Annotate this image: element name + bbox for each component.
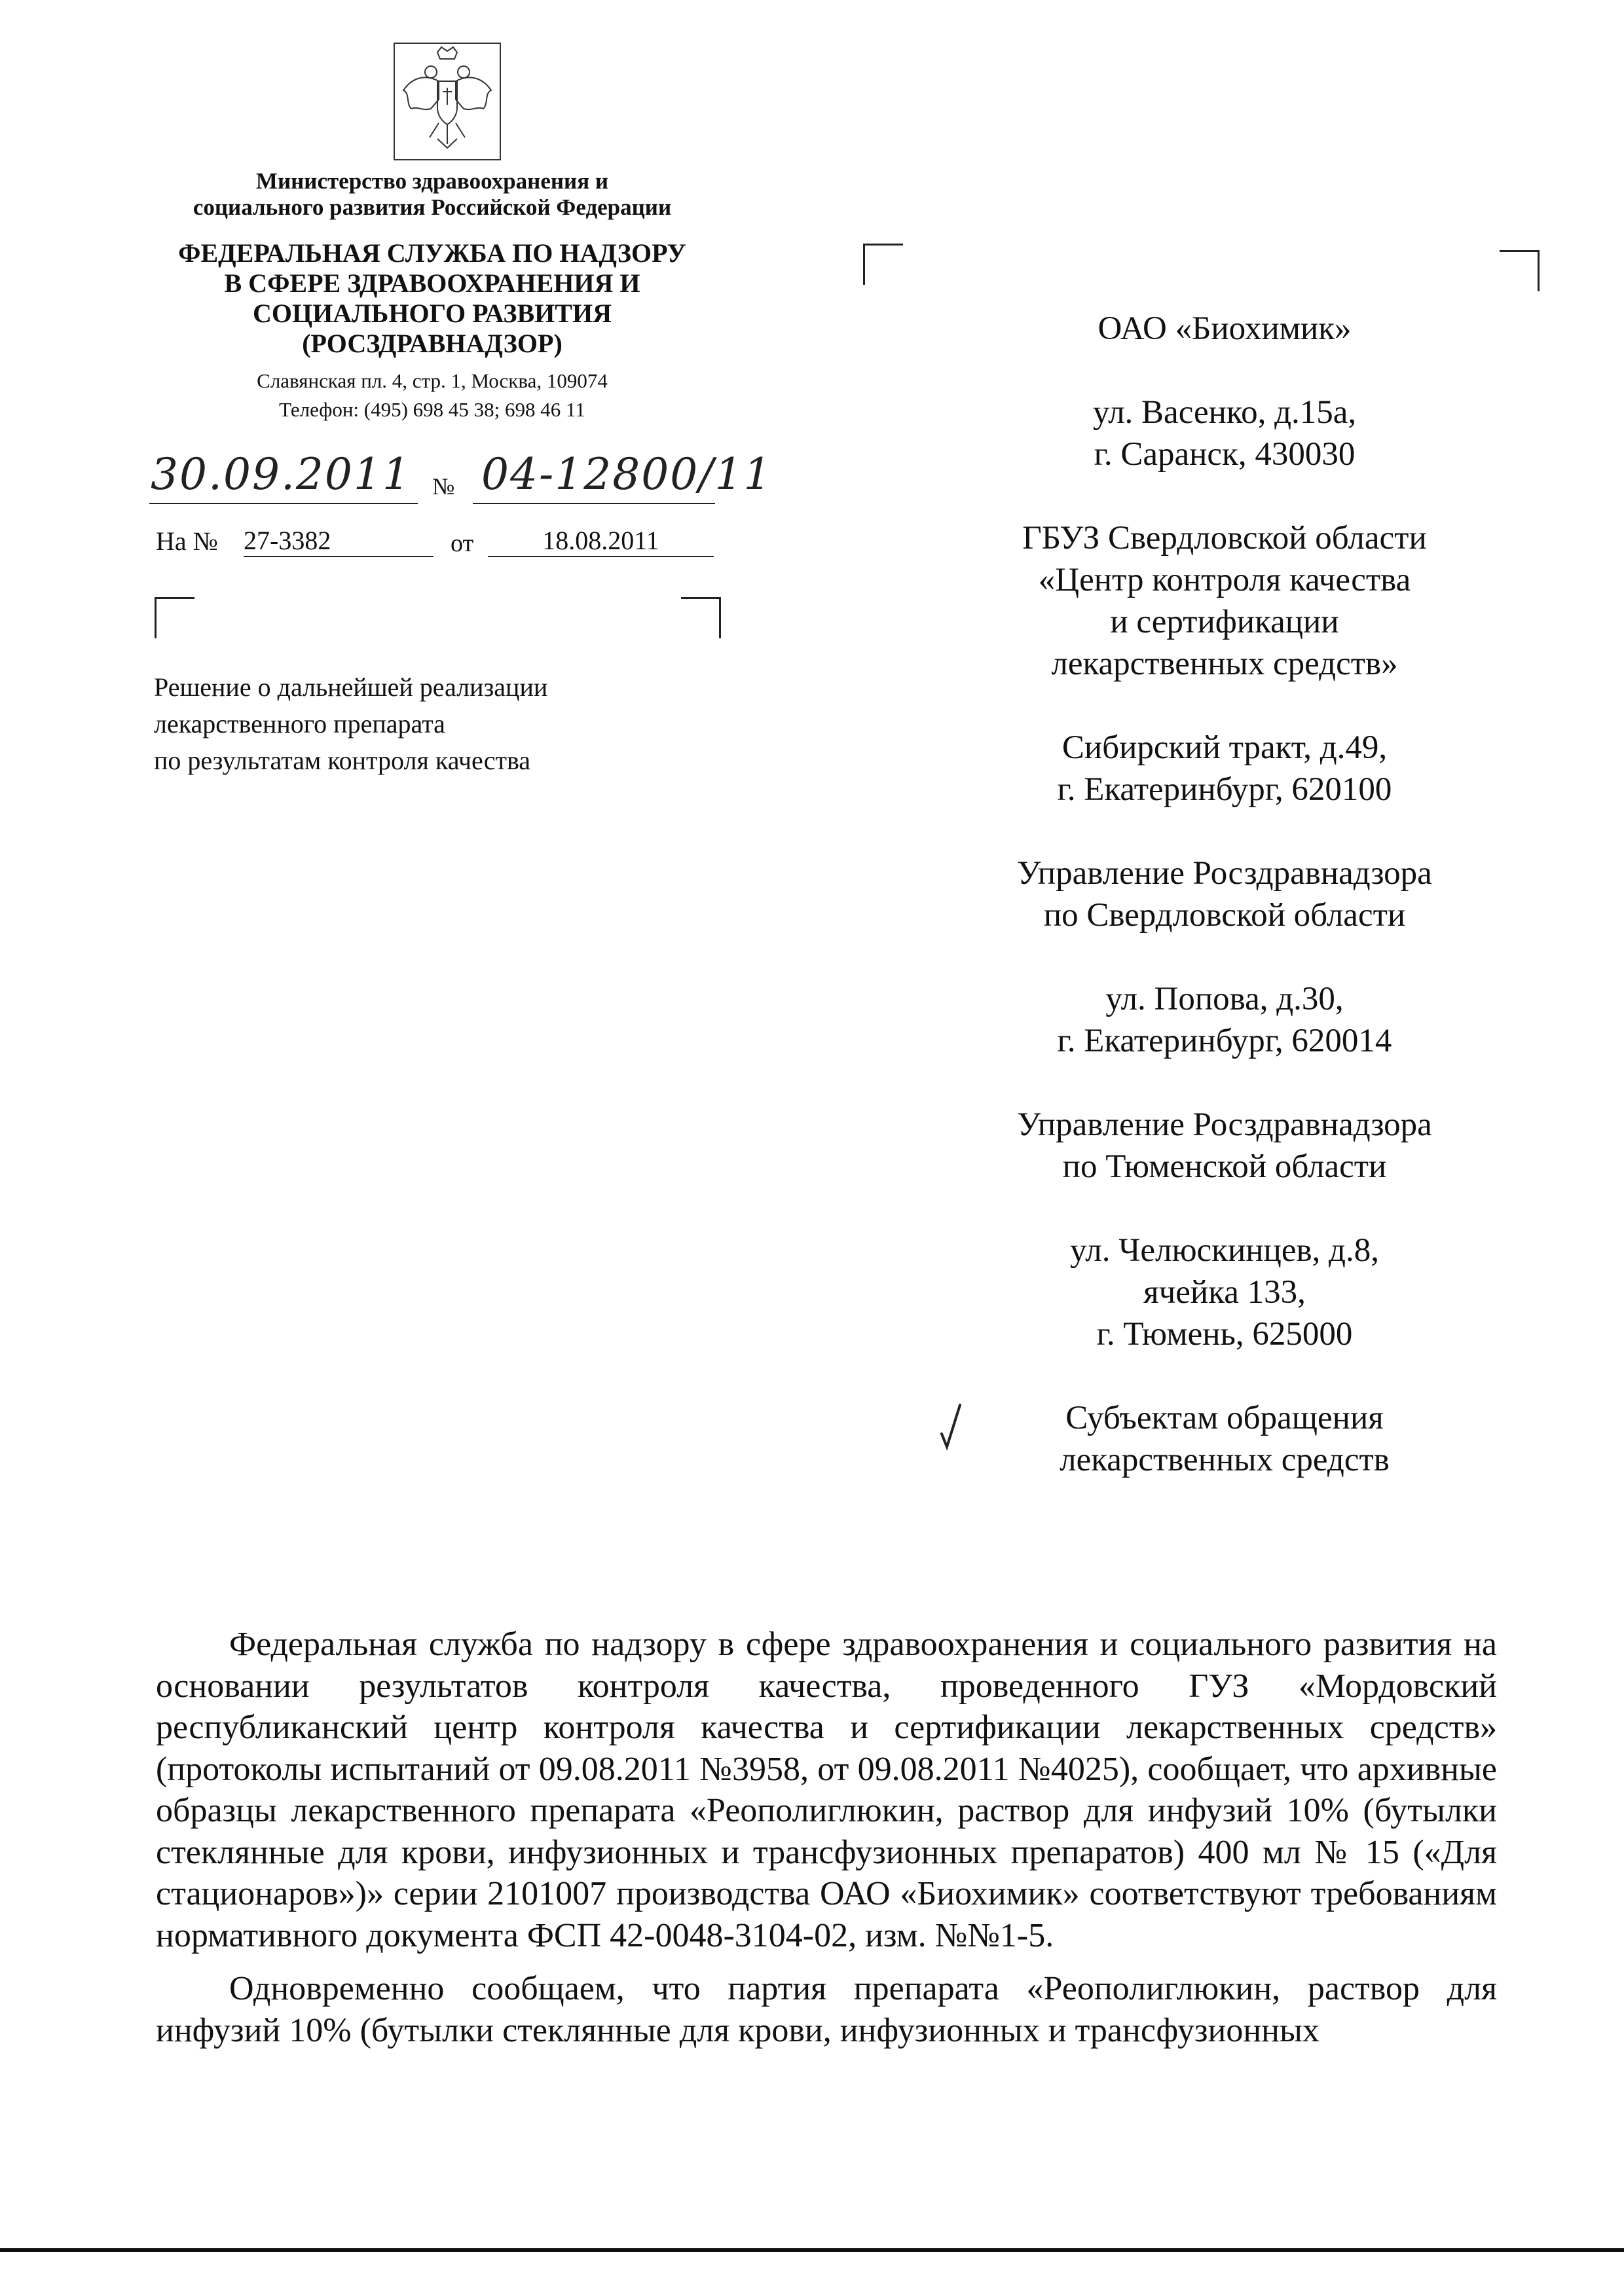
coat-of-arms-icon xyxy=(392,41,503,162)
reference-label: На № xyxy=(156,526,218,556)
registration-number: 04-12800/11 xyxy=(481,449,773,500)
reference-number: 27-3382 xyxy=(244,526,434,557)
reference-from-label: от xyxy=(451,530,474,557)
ministry-name: Министерство здравоохранения и социального развития Российской Федерации xyxy=(193,168,672,220)
address-corner-right xyxy=(1500,250,1540,291)
address-biochimik: ул. Васенко, д.15а, г. Саранск, 430030 xyxy=(1092,394,1357,473)
addressee-sverdlovsk: Управление Росздравнадзора по Свердловской области xyxy=(1017,855,1432,934)
body-paragraph: Федеральная служба по надзору в сфере здравоохранения и социального развития на основании результатов контроля качества, проведенного ГУЗ «Мордовский республиканский центр контроля качества и сертификации лекарственных средств» (протоколы испытаний от 09.08.2011 №3958, от 09.08.2011 №4025), сообщает, что архивные образцы лекарственного препарата «Реополиглюкин, раствор для инфузий 10% (бутылки стеклянные для крови, инфузионных и трансфузионных препаратов) 400 мл № 15 («Для стационаров»)» серии 2101007 производства ОАО «Биохимик» соответствуют требованиям нормативного документа ФСП 42-0048-3104-02, изм. №№1-5. xyxy=(156,1626,1497,1954)
addressee-tyumen: Управление Росздравнадзора по Тюменской области xyxy=(1017,1106,1432,1185)
addressee-gbuz: ГБУЗ Свердловской области «Центр контроля качества и сертификации лекарственных средств» xyxy=(1022,520,1427,682)
reference-date: 18.08.2011 xyxy=(488,526,714,557)
addressee-list xyxy=(897,308,1552,1523)
letter-body xyxy=(156,1624,1497,2063)
body-paragraph: Одновременно сообщаем, что партия препарата «Реополиглюкин, раствор для инфузий 10% (бутылки стеклянные для крови, инфузионных и трансфузионных xyxy=(156,1970,1497,2049)
letter-subject: Решение о дальнейшей реализации лекарственного препарата по результатам контроля качества xyxy=(154,672,548,775)
subject-corner-left xyxy=(155,597,194,638)
address-gbuz: Сибирский тракт, д.49, г. Екатеринбург, 620100 xyxy=(1057,729,1392,808)
service-contacts xyxy=(144,367,720,424)
addressee-subjects: Субъектам обращения лекарственных средств xyxy=(1060,1400,1390,1478)
service-name: ФЕДЕРАЛЬНАЯ СЛУЖБА ПО НАДЗОРУ В СФЕРЕ ЗДРАВООХРАНЕНИЯ И СОЦИАЛЬНОГО РАЗВИТИЯ (РОСЗДРАВНАДЗОР) xyxy=(178,238,686,358)
number-underline xyxy=(473,503,715,504)
service-phone: Телефон: (495) 698 45 38; 698 46 11 xyxy=(279,398,585,421)
service-address: Славянская пл. 4, стр. 1, Москва, 109074 xyxy=(257,369,608,392)
address-tyumen: ул. Челюскинцев, д.8, ячейка 133, г. Тюмень, 625000 xyxy=(1070,1232,1379,1353)
subject-corner-right xyxy=(681,597,721,638)
registration-date: 30.09.2011 xyxy=(151,449,411,500)
number-sign: № xyxy=(432,473,455,500)
address-sverdlovsk: ул. Попова, д.30, г. Екатеринбург, 620014 xyxy=(1057,981,1392,1059)
page-bottom-rule xyxy=(0,2248,1624,2252)
address-corner-left xyxy=(863,244,903,285)
checkmark-icon xyxy=(938,1401,964,1453)
addressee-biochimik: ОАО «Биохимик» xyxy=(1098,310,1352,347)
date-underline xyxy=(149,503,418,504)
